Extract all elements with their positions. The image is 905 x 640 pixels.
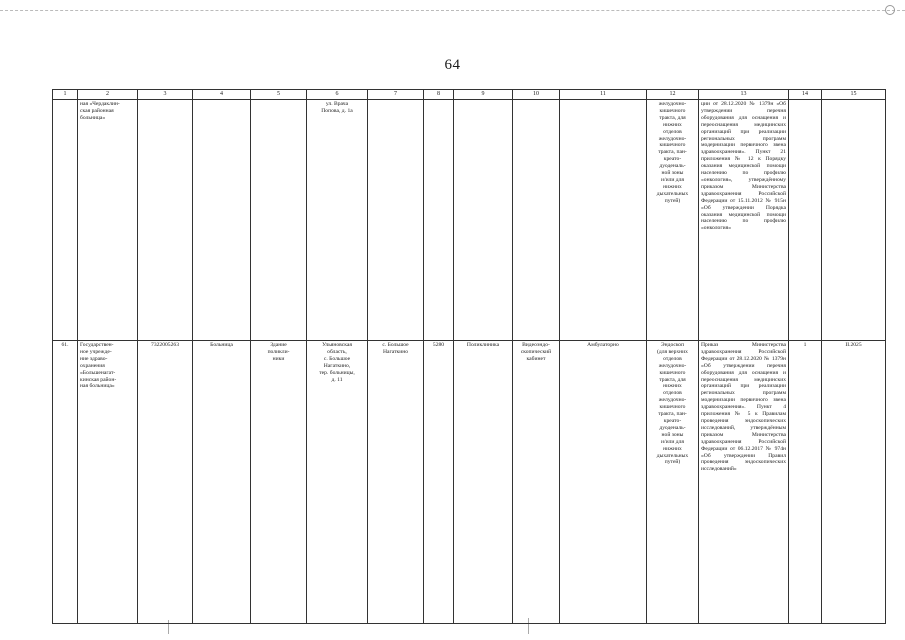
col-header-14: 14 [789, 90, 822, 100]
col-header-10: 10 [513, 90, 560, 100]
scan-mark [885, 5, 895, 15]
cell-period [822, 100, 886, 341]
cell-legal-basis: Приказ Министерства здравоохранения Российской Федерации от 28.12.2020 № 1379н «Об утверждении перечня оборудования для оснащения и переоснащения медицинских организаций при реализации региональных программ модернизации первичного звена здравоохранения». Пункт 4 приложения № 5 к Правилам проведения эндоскопических исследований, утверждённым приказом Министерства здравоохранения Российской Федерации от 06.12.2017 № 974н «Об утверждении Правил проведения эндоскопических исследований» [699, 341, 789, 624]
cell-building: Здание поликли- ники [251, 341, 307, 624]
table-row [53, 341, 886, 624]
page-number: 64 [444, 57, 461, 73]
cell-inn [138, 100, 193, 341]
cell-cabinet: Видеоэндо- скопический кабинет [513, 341, 560, 624]
col-header-9: 9 [454, 90, 513, 100]
cell-building [251, 100, 307, 341]
cell-period: II.2025 [822, 341, 886, 624]
cell-unit [454, 100, 513, 341]
col-header-7: 7 [368, 90, 424, 100]
cell-organization: ная «Чердаклин- ская районная больница» [78, 100, 138, 341]
cell-code: 5280 [424, 341, 454, 624]
col-header-11: 11 [560, 90, 647, 100]
table-row [53, 100, 886, 341]
col-header-8: 8 [424, 90, 454, 100]
col-header-4: 4 [193, 90, 251, 100]
col-header-6: 6 [307, 90, 368, 100]
cell-locality: с. Большое Нагаткино [368, 341, 424, 624]
cell-type: Больница [193, 341, 251, 624]
col-header-3: 3 [138, 90, 193, 100]
cell-conditions: Амбулаторно [560, 341, 647, 624]
cell-type [193, 100, 251, 341]
cell-conditions [560, 100, 647, 341]
cell-legal-basis: ции от 28.12.2020 № 1379н «Об утверждении перечня оборудования для оснащения и переоснащения медицинских организаций при реализации региональных программ модернизации первичного звена здравоохранения». Пункт 21 приложения № 12 к Порядку оказания медицинской помощи населению по профилю «онкология», утверждённому приказом Министерства здравоохранения Российской Федерации от 15.11.2012 № 915н «Об утверждении Порядка оказания медицинской помощи населению по профилю «онкология» [699, 100, 789, 341]
col-header-5: 5 [251, 90, 307, 100]
cell-number: 61. [53, 341, 78, 624]
cell-unit: Поликлиника [454, 341, 513, 624]
cell-number [53, 100, 78, 341]
cell-address: Ульяновская область, с. Большое Нагаткино, тер. больницы, д. 11 [307, 341, 368, 624]
cell-cabinet [513, 100, 560, 341]
cell-quantity [789, 100, 822, 341]
cell-locality [368, 100, 424, 341]
col-header-2: 2 [78, 90, 138, 100]
header-row [53, 90, 886, 100]
scan-border-top [0, 10, 905, 11]
cell-inn: 7322005263 [138, 341, 193, 624]
cell-organization: Государствен- ное учрежде- ние здраво- охранения «Большенагат- кинская район- ная больница» [78, 341, 138, 624]
col-header-15: 15 [822, 90, 886, 100]
cell-equipment: желудочно- кишечного тракта, для нижних отделов желудочно- кишечного тракта, пан- креато- дуоденаль- ной зоны и/или для нижних дыхательных путей) [647, 100, 699, 341]
cell-address: ул. Врача Поповa, д. 1а [307, 100, 368, 341]
registry-table [52, 89, 886, 624]
cell-quantity: 1 [789, 341, 822, 624]
col-header-12: 12 [647, 90, 699, 100]
col-header-13: 13 [699, 90, 789, 100]
col-header-1: 1 [53, 90, 78, 100]
cell-equipment: Эндоскоп (для верхних отделов желудочно- кишечного тракта, для нижних отделов желудочно- кишечного тракта, пан- креато- дуоденаль- ной зоны и/или для нижних дыхательных путей) [647, 341, 699, 624]
cell-code [424, 100, 454, 341]
